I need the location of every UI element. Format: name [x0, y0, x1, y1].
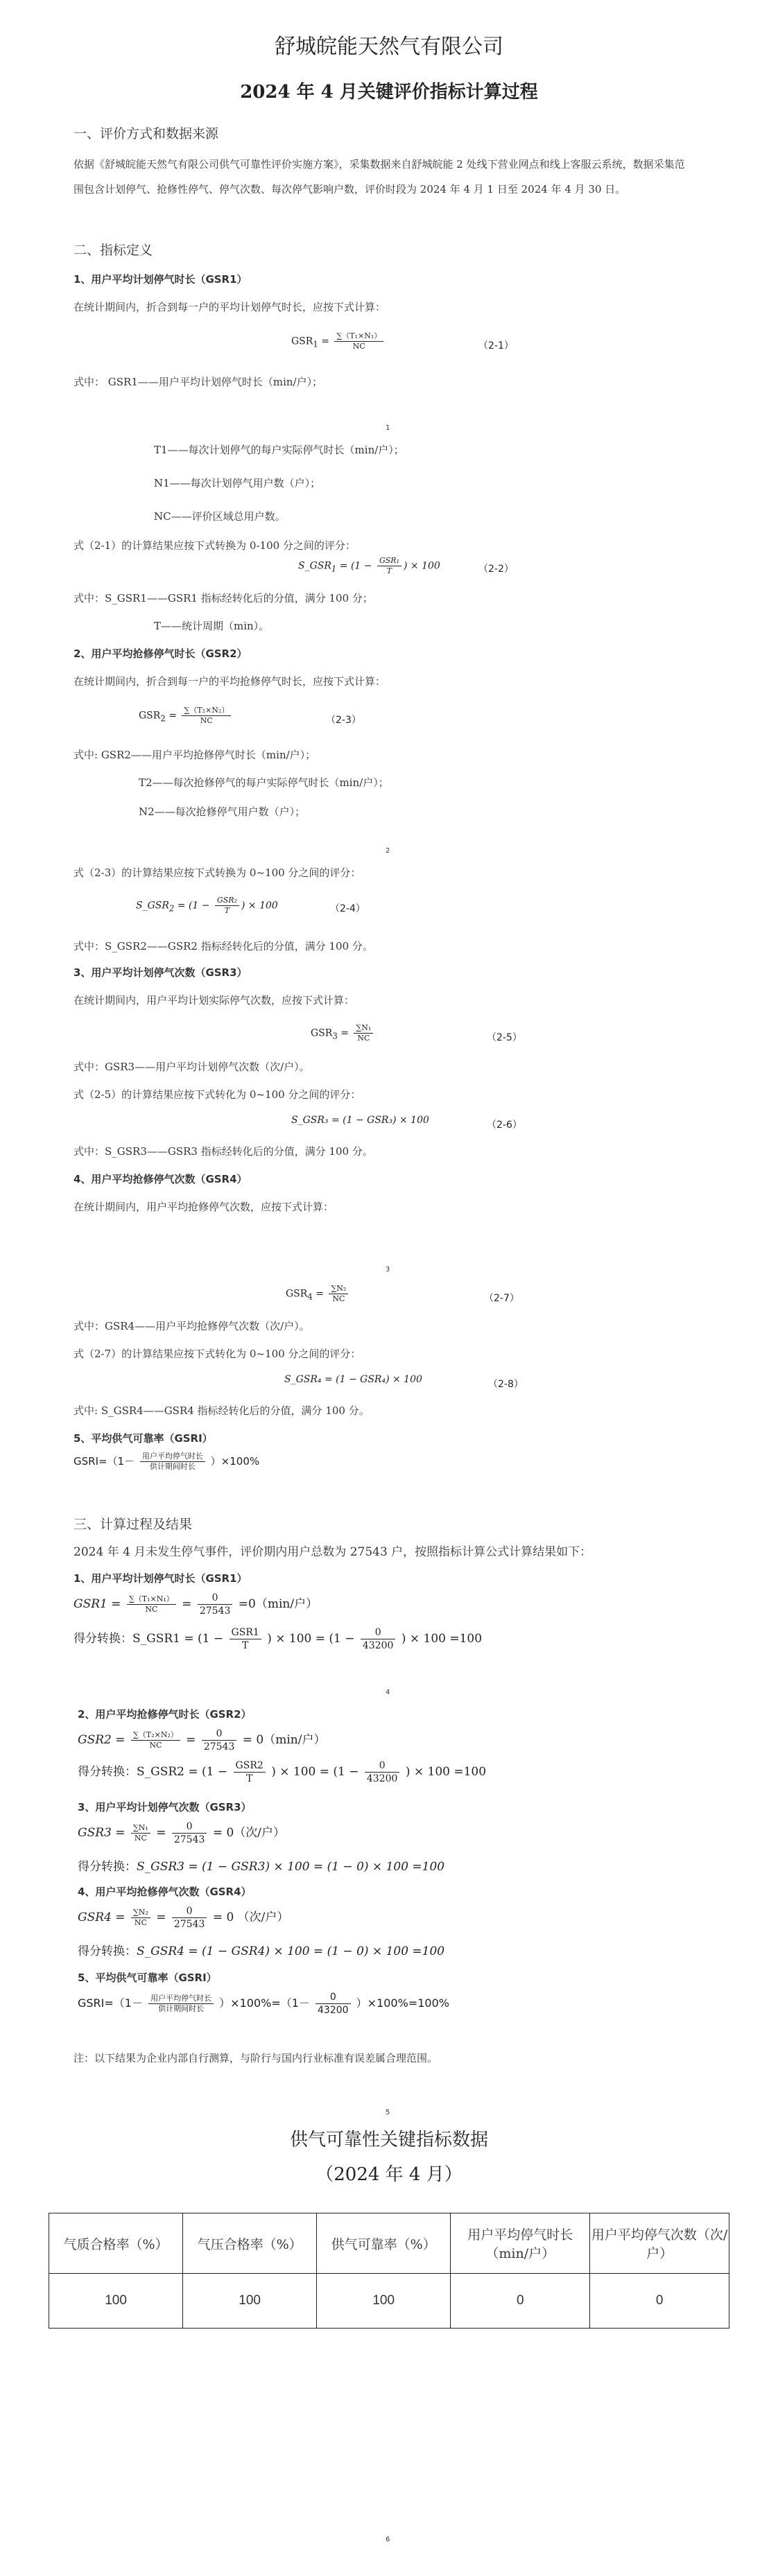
result-1-formula: GSR1 = $\frac{\text{∑（T₁×N₁）}}{NC}$ = $\frac{0}{27543}$ =0（min/户） [74, 1592, 318, 1617]
formula-2-6: S_GSR₃ = (1 − GSR₃) × 100 [291, 1115, 429, 1126]
indicator-4-text: 在统计期间内，用户平均抢修停气次数，应按下式计算： [74, 1201, 334, 1213]
section-1-heading: 一、评价方式和数据来源 [74, 126, 219, 141]
result-4-formula: GSR4 = $\frac{\text{∑N₂}}{NC}$ = $\frac{0}{27543}$ = 0 （次/户） [78, 1906, 289, 1930]
result-5-formula: GSRI=（1－ $\frac{\text{用户平均停气时长}}{\text{供计期间时长}}$ ）×100%=（1－ $\frac{0}{43200}$ ）×100%=100% [78, 1992, 449, 2016]
result-1-title: 1、用户平均计划停气时长（GSR1） [74, 1572, 248, 1585]
page-number: 1 [386, 424, 390, 432]
indicator-1-text: 在统计期间内，折合到每一户的平均计划停气时长，应按下式计算： [74, 301, 386, 313]
indicator-1-score-where: 式中：S_GSR1——GSR1 指标经转化后的分值，满分 100 分； [74, 592, 373, 604]
indicator-3-conversion: 式（2-5）的计算结果应按下式转化为 0~100 分之间的评分： [74, 1088, 361, 1101]
formula-2-3: $GSR_2$ = $\frac{\text{∑（T₂×N₂）}}{NC}$ [139, 706, 233, 726]
n2-definition: N2——每次抢修停气用户数（户）； [139, 806, 306, 818]
result-3-title: 3、用户平均计划停气次数（GSR3） [78, 1801, 252, 1813]
result-1-score: 得分转换：S_GSR1 = (1 − $\frac{\text{GSR1}}{T}$ ) × 100 = (1 − $\frac{0}{43200}$ ) × 100 =100 [74, 1627, 483, 1651]
indicator-1-conversion: 式（2-1）的计算结果应按下式转换为 0-100 分之间的评分： [74, 539, 356, 552]
formula-gsri: GSRI=（1－ $\frac{\text{用户平均停气时长}}{\text{供计期间时长}}$ ）×100% [74, 1452, 260, 1471]
table-cell: 100 [49, 2274, 183, 2329]
result-4-score: 得分转换：S_GSR4 = (1 − GSR4) × 100 = (1 − 0) × 100 =100 [78, 1944, 445, 1958]
indicator-3-title: 3、用户平均计划停气次数（GSR3） [74, 966, 248, 979]
page-number: 2 [386, 847, 390, 855]
table-header-cell: 用户平均停气时长（min/户） [451, 2213, 590, 2274]
result-5-title: 5、平均供气可靠率（GSRI） [78, 1972, 217, 1984]
indicator-4-score-where: 式中: S_GSR4——GSR4 指标经转化后的分值，满分 100 分。 [74, 1404, 370, 1417]
section-3-intro: 2024 年 4 月未发生停气事件，评价期内用户总数为 27543 户，按照指标计算公式计算结果如下： [74, 1545, 592, 1559]
table-header-cell: 气质合格率（%） [49, 2213, 183, 2274]
result-3-formula: GSR3 = $\frac{\text{∑N₁}}{NC}$ = $\frac{0}{27543}$ = 0（次/户） [78, 1821, 286, 1845]
formula-2-1: $GSR_1$ = $\frac{\text{∑（T₁×N₁）}}{NC}$ [291, 331, 386, 351]
page-number: 4 [386, 1689, 390, 1696]
report-title: 2024 年 4 月关键评价指标计算过程 [240, 82, 538, 103]
table-header-cell: 气压合格率（%） [183, 2213, 317, 2274]
formula-number: （2-1） [478, 340, 514, 351]
formula-number: （2-3） [326, 715, 361, 726]
indicator-3-where: 式中：GSR3——用户平均计划停气次数（次/户）。 [74, 1061, 310, 1073]
formula-2-2: $S\_GSR_1 = (1$ − $\frac{\text{GSR₁}}{T}$ ) × 100 [298, 556, 440, 575]
table-header-cell: 用户平均停气次数（次/户） [590, 2213, 729, 2274]
indicator-4-where: 式中：GSR4——用户平均抢修停气次数（次/户）。 [74, 1320, 310, 1332]
formula-2-7: $GSR_4$ = $\frac{\text{∑N₂}}{NC}$ [286, 1284, 350, 1304]
indicator-3-score-where: 式中：S_GSR3——GSR3 指标经转化后的分值，满分 100 分。 [74, 1145, 373, 1158]
indicator-2-score-where: 式中：S_GSR2——GSR2 指标经转化后的分值，满分 100 分。 [74, 940, 373, 952]
table-header-cell: 供气可靠率（%） [317, 2213, 451, 2274]
indicator-1-title: 1、用户平均计划停气时长（GSR1） [74, 273, 248, 286]
formula-2-5: $GSR_3$ = $\frac{\text{∑N₁}}{NC}$ [311, 1023, 375, 1043]
indicator-4-title: 4、用户平均抢修停气次数（GSR4） [74, 1173, 248, 1185]
result-2-formula: GSR2 = $\frac{\text{∑（T₂×N₂）}}{NC}$ = $\frac{0}{27543}$ = 0（min/户） [78, 1728, 326, 1752]
formula-number: （2-5） [487, 1032, 522, 1043]
section-2-heading: 二、指标定义 [74, 243, 153, 258]
table-cell: 100 [317, 2274, 451, 2329]
nc-definition: NC——评价区域总用户数。 [154, 510, 286, 523]
indicator-2-text: 在统计期间内，折合到每一户的平均抢修停气时长，应按下式计算： [74, 675, 386, 688]
formula-number: （2-8） [488, 1379, 524, 1390]
indicator-4-conversion: 式（2-7）的计算结果应按下式转化为 0~100 分之间的评分： [74, 1348, 361, 1360]
indicator-5-title: 5、平均供气可靠率（GSRI） [74, 1432, 213, 1445]
indicator-2-where: 式中: GSR2——用户平均抢修停气时长（min/户）； [74, 749, 316, 761]
n1-definition: N1——每次计划停气用户数（户）； [154, 477, 321, 489]
t-definition: T——统计周期（min）。 [154, 620, 270, 632]
t1-definition: T1——每次计划停气的每户实际停气时长（min/户）； [154, 444, 404, 456]
result-2-score: 得分转换：S_GSR2 = (1 − $\frac{\text{GSR2}}{T}$ ) × 100 = (1 − $\frac{0}{43200}$ ) × 100 =100 [78, 1760, 487, 1784]
summary-subtitle: （2024 年 4 月） [315, 2164, 463, 2185]
table-cell: 0 [451, 2274, 590, 2329]
section-1-line-1: 依据《舒城皖能天然气有限公司供气可靠性评价实施方案》，采集数据来自舒城皖能 2 处线下营业网点和线上客服云系统，数据采集范 [74, 158, 685, 171]
table-header-row [49, 2213, 729, 2274]
indicator-3-text: 在统计期间内，用户平均计划实际停气次数，应按下式计算： [74, 994, 355, 1007]
company-name: 舒城皖能天然气有限公司 [275, 35, 503, 59]
formula-number: （2-2） [478, 564, 514, 575]
table-cell: 100 [183, 2274, 317, 2329]
page-number: 5 [386, 2109, 390, 2116]
result-3-score: 得分转换：S_GSR3 = (1 − GSR3) × 100 = (1 − 0) × 100 =100 [78, 1860, 445, 1874]
result-4-title: 4、用户平均抢修停气次数（GSR4） [78, 1886, 252, 1898]
note: 注：以下结果为企业内部自行测算，与阶行与国内行业标准有误差属合理范围。 [74, 2052, 438, 2064]
formula-number: （2-6） [487, 1120, 522, 1131]
formula-2-8: S_GSR₄ = (1 − GSR₄) × 100 [284, 1374, 422, 1385]
t2-definition: T2——每次抢修停气的每户实际停气时长（min/户）； [139, 776, 389, 789]
indicator-2-conversion: 式（2-3）的计算结果应按下式转换为 0~100 分之间的评分： [74, 867, 361, 879]
summary-table [49, 2213, 729, 2329]
summary-title: 供气可靠性关键指标数据 [289, 2130, 488, 2150]
section-1-line-2: 围包含计划停气、抢修性停气、停气次数、每次停气影响户数，评价时段为 2024 年 4 月 1 日至 2024 年 4 月 30 日。 [74, 183, 626, 195]
formula-number: （2-4） [330, 903, 365, 914]
formula-number: （2-7） [484, 1293, 519, 1304]
page-number: 6 [386, 2536, 390, 2543]
result-2-title: 2、用户平均抢修停气时长（GSR2） [78, 1708, 252, 1721]
indicator-2-title: 2、用户平均抢修停气时长（GSR2） [74, 647, 248, 660]
indicator-1-where: 式中： GSR1——用户平均计划停气时长（min/户）； [74, 376, 323, 388]
formula-2-4: $S\_GSR_2 = (1$ − $\frac{\text{GSR₂}}{T}$ ) × 100 [136, 896, 278, 915]
table-row [49, 2274, 729, 2329]
page-number: 3 [386, 1266, 390, 1273]
section-3-heading: 三、计算过程及结果 [74, 1517, 193, 1532]
table-cell: 0 [590, 2274, 729, 2329]
